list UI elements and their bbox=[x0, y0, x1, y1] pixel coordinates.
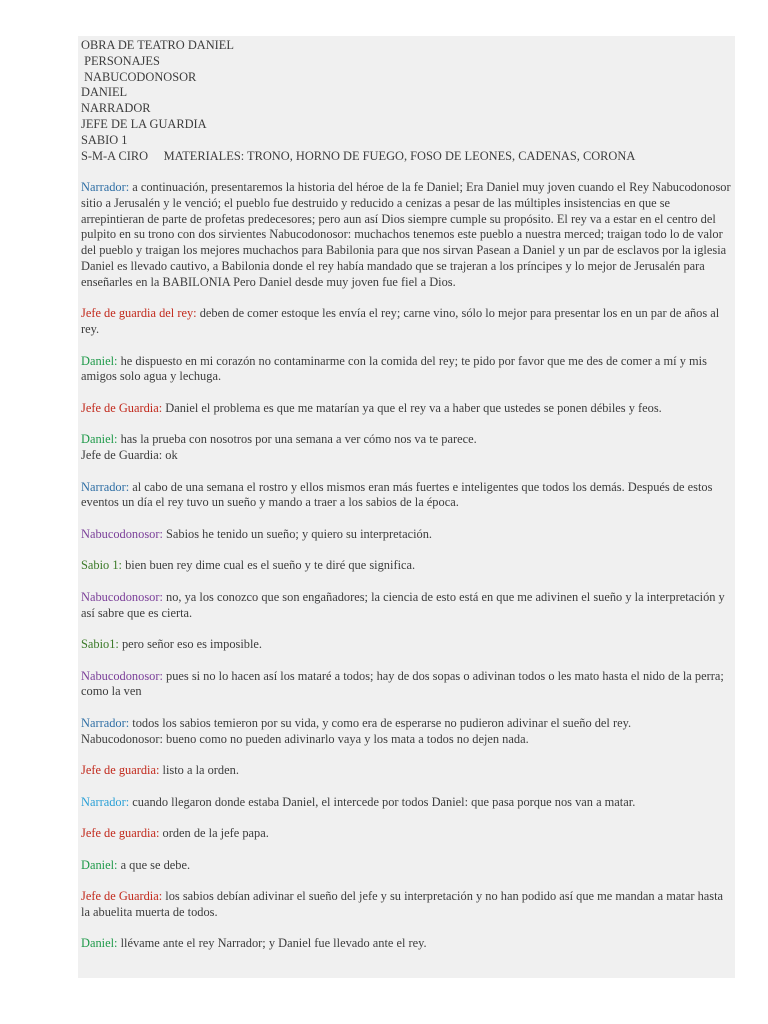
dialogue-text: pues si no lo hacen así los mataré a todos; hay de dos sopas o adivinan todos o les mato hasta el nido de la perra; como la ven bbox=[81, 668, 724, 699]
dialogue-continuation: Jefe de Guardia: ok bbox=[81, 448, 178, 463]
dialogue-text: no, ya los conozco que son engañadores; la ciencia de esto está en que me adivinen el sueño y la interpretación y así sabre que es cierta. bbox=[81, 589, 725, 620]
dialogue-paragraph bbox=[81, 936, 732, 952]
dialogue-paragraph bbox=[81, 354, 732, 386]
speaker-label: Narrador: bbox=[81, 479, 130, 494]
characters-heading: PERSONAJES bbox=[81, 53, 160, 68]
speaker-label: Jefe de guardia: bbox=[81, 763, 160, 778]
dialogue-paragraph bbox=[81, 558, 732, 574]
dialogue-paragraph bbox=[81, 401, 732, 417]
speaker-label: Nabucodonosor: bbox=[81, 526, 163, 541]
dialogue-paragraph bbox=[81, 590, 732, 622]
dialogue-paragraph bbox=[81, 795, 732, 811]
header-block bbox=[81, 38, 732, 164]
dialogue-paragraph bbox=[81, 637, 732, 653]
dialogue-continuation: Nabucodonosor: bueno como no pueden adivinarlo vaya y los mata a todos no dejen nada. bbox=[81, 731, 529, 746]
character-nabucodonosor: NABUCODONOSOR bbox=[81, 69, 197, 84]
dialogue-text: a continuación, presentaremos la historia del héroe de la fe Daniel; Era Daniel muy joven cuando el Rey Nabucodonosor sitio a Jerusalén y le venció; el pueblo fue destruido y reducido a cenizas a pesar de las múltiples insistencias en que se arrepintieran de parte de profetas predecesores; pero aun así Dios siempre cumple su propósito. El rey va a estar en el centro del pulpito en su trono con dos sirvientes Nabucodonosor: muchachos tenemos este pueblo a nuestra merced; traigan todo lo de valor del pueblo y traigan los mejores muchachos para Babilonia para que nos sirvan Pasean a Daniel y un par de esclavos por la iglesia Daniel es llevado cautivo, a Babilonia donde el rey había mandado que se trajeran a los príncipes y lo mejor de Jerusalén para enseñarles en la BABILONIA Pero Daniel desde muy joven fue fiel a Dios. bbox=[81, 180, 731, 289]
speaker-label: Sabio1: bbox=[81, 637, 119, 652]
speaker-label: Narrador: bbox=[81, 794, 130, 809]
character-narrador: NARRADOR bbox=[81, 101, 151, 116]
dialogue-text: orden de la jefe papa. bbox=[159, 826, 269, 841]
dialogue-text: Daniel el problema es que me matarían ya que el rey va a haber que ustedes se ponen débiles y feos. bbox=[162, 400, 662, 415]
speaker-label: Narrador: bbox=[81, 715, 130, 730]
document-content bbox=[78, 36, 735, 952]
character-sabio: SABIO 1 bbox=[81, 132, 128, 147]
speaker-label: Sabio 1: bbox=[81, 558, 122, 573]
dialogue-paragraph bbox=[81, 480, 732, 512]
dialogue-paragraph bbox=[81, 669, 732, 701]
speaker-label: Jefe de guardia del rey: bbox=[81, 306, 197, 321]
speaker-label: Nabucodonosor: bbox=[81, 668, 163, 683]
dialogue-text: a que se debe. bbox=[117, 857, 191, 872]
dialogue-paragraph bbox=[81, 826, 732, 842]
play-title: OBRA DE TEATRO DANIEL bbox=[81, 38, 234, 52]
dialogue-text: los sabios debían adivinar el sueño del jefe y su interpretación y no han podido así que me mandan a matar hasta la abuelita muerta de todos. bbox=[81, 889, 724, 919]
dialogue-text: deben de comer estoque les envía el rey; carne vino, sólo lo mejor para presentar los en un par de años al rey. bbox=[81, 306, 720, 337]
dialogue-text: todos los sabios temieron por su vida, y como era de esperarse no pudieron adivinar el sueño del rey. bbox=[129, 715, 632, 730]
dialogue-paragraph bbox=[81, 858, 732, 874]
speaker-label: Jefe de Guardia: bbox=[81, 400, 163, 415]
dialogue-text: cuando llegaron donde estaba Daniel, el intercede por todos Daniel: que pasa porque nos van a matar. bbox=[129, 794, 636, 809]
dialogue-text: bien buen rey dime cual es el sueño y te diré que significa. bbox=[121, 558, 416, 573]
dialogue-paragraph bbox=[81, 889, 732, 921]
speaker-label: Jefe de Guardia: bbox=[81, 889, 163, 904]
dialogue-paragraph bbox=[81, 527, 732, 543]
dialogue-text: Sabios he tenido un sueño; y quiero su interpretación. bbox=[162, 526, 433, 541]
speaker-label: Daniel: bbox=[81, 857, 118, 872]
speaker-label: Daniel: bbox=[81, 936, 118, 951]
dialogue-paragraph bbox=[81, 432, 732, 464]
speaker-label: Narrador: bbox=[81, 180, 130, 195]
speaker-label: Nabucodonosor: bbox=[81, 589, 163, 604]
dialogue-paragraph bbox=[81, 763, 732, 779]
dialogue-text: listo a la orden. bbox=[159, 763, 239, 778]
dialogue-paragraph bbox=[81, 180, 732, 291]
dialogue-paragraph bbox=[81, 306, 732, 338]
dialogue-text: llévame ante el rey Narrador; y Daniel fue llevado ante el rey. bbox=[117, 936, 427, 951]
dialogue-text: al cabo de una semana el rostro y ellos mismos eran más fuertes e inteligentes que todos los demás. Después de estos eventos un día el rey tuvo un sueño y mando a traer a los sabios de la época. bbox=[81, 479, 713, 510]
speaker-label: Jefe de guardia: bbox=[81, 826, 160, 841]
materials-line: S-M-A CIRO MATERIALES: TRONO, HORNO DE FUEGO, FOSO DE LEONES, CADENAS, CORONA bbox=[81, 148, 636, 163]
dialogue-text: has la prueba con nosotros por una semana a ver cómo nos va te parece. bbox=[117, 432, 477, 447]
speaker-label: Daniel: bbox=[81, 432, 118, 447]
character-daniel: DANIEL bbox=[81, 85, 128, 100]
document-page bbox=[78, 36, 735, 978]
dialogue-text: pero señor eso es imposible. bbox=[118, 637, 263, 652]
speaker-label: Daniel: bbox=[81, 353, 118, 368]
dialogue-paragraph bbox=[81, 716, 732, 748]
character-jefe: JEFE DE LA GUARDIA bbox=[81, 116, 207, 131]
dialogue-text: he dispuesto en mi corazón no contaminarme con la comida del rey; te pido por favor que me des de comer a mí y mis amigos solo agua y lechuga. bbox=[81, 353, 707, 384]
